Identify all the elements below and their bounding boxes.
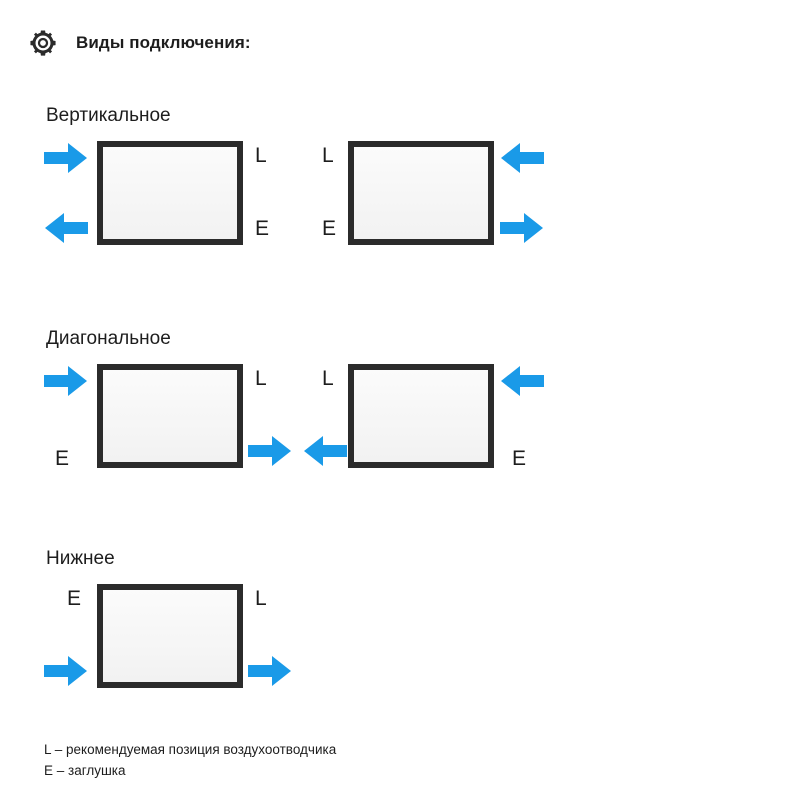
port-label-e: E <box>322 217 337 240</box>
radiator-body <box>97 364 243 468</box>
legend-line-l: L – рекомендуемая позиция воздухоотводчика <box>44 742 337 757</box>
inlet-arrow-icon <box>500 141 544 175</box>
inlet-arrow-icon <box>500 364 544 398</box>
section-title-vertical: Вертикальное <box>46 105 171 126</box>
port-label-l: L <box>255 144 267 167</box>
port-label-e: E <box>255 217 270 240</box>
port-label-e: E <box>512 447 527 470</box>
legend-line-e: E – заглушка <box>44 762 126 778</box>
port-label-l: L <box>322 367 334 390</box>
radiator-body <box>97 584 243 688</box>
radiator-body <box>97 141 243 245</box>
header <box>28 28 251 58</box>
inlet-arrow-icon <box>44 654 88 688</box>
inlet-arrow-icon <box>44 364 88 398</box>
gear-icon <box>28 28 58 58</box>
port-label-e: E <box>67 587 82 610</box>
port-label-e: E <box>55 447 70 470</box>
port-label-l: L <box>255 367 267 390</box>
outlet-arrow-icon <box>248 434 292 468</box>
section-title-bottom: Нижнее <box>46 548 115 569</box>
outlet-arrow-icon <box>303 434 347 468</box>
outlet-arrow-icon <box>44 211 88 245</box>
outlet-arrow-icon <box>500 211 544 245</box>
outlet-arrow-icon <box>248 654 292 688</box>
radiator-body <box>348 364 494 468</box>
inlet-arrow-icon <box>44 141 88 175</box>
page-title: Виды подключения: <box>76 33 251 52</box>
section-title-diagonal: Диагональное <box>46 328 171 349</box>
port-label-l: L <box>322 144 334 167</box>
legend <box>44 740 336 782</box>
port-label-l: L <box>255 587 267 610</box>
radiator-body <box>348 141 494 245</box>
